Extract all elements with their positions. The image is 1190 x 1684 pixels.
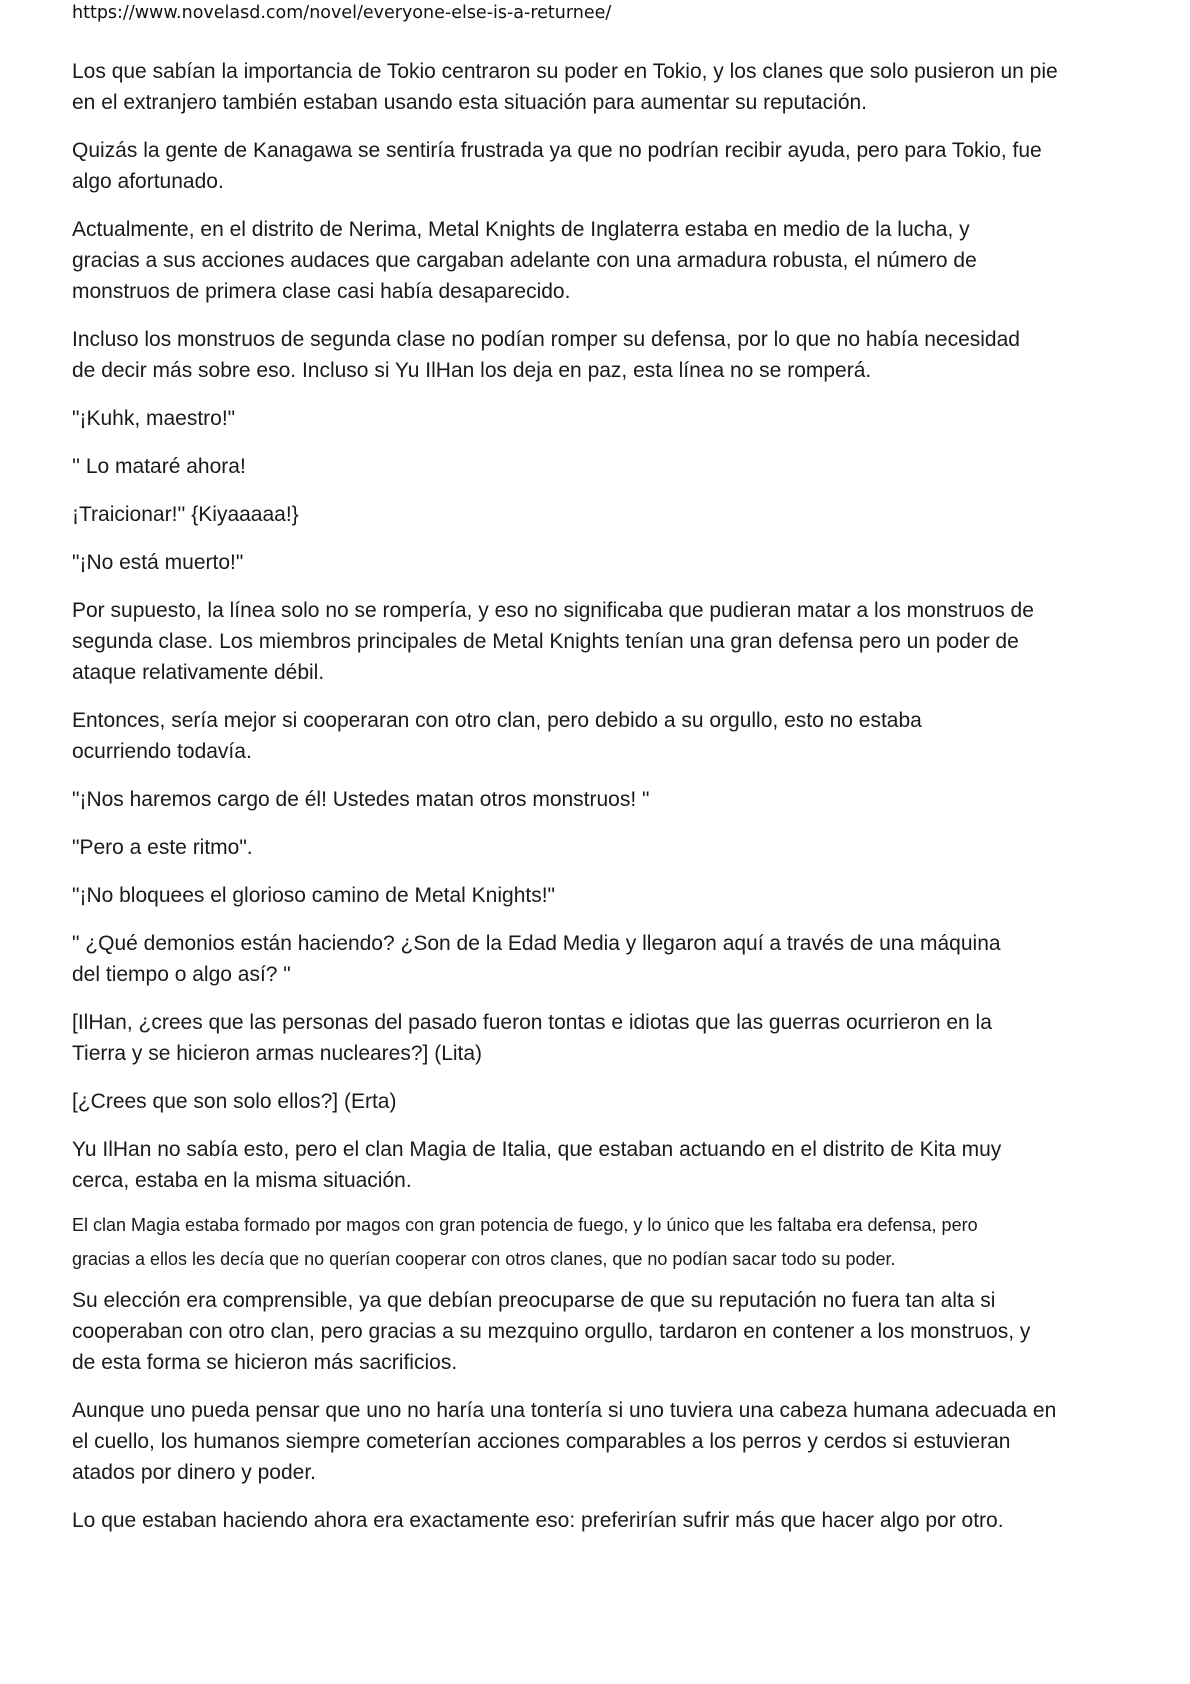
paragraph-line: "¡No bloquees el glorioso camino de Metal Knights!" bbox=[72, 884, 555, 907]
paragraph bbox=[72, 1134, 1132, 1196]
paragraph-line: cerca, estaba en la misma situación. bbox=[72, 1169, 412, 1192]
paragraph bbox=[72, 1505, 1132, 1536]
paragraph bbox=[72, 705, 1132, 767]
paragraph-line: Tierra y se hicieron armas nucleares?] (Lita) bbox=[72, 1042, 483, 1065]
paragraph-line: gracias a sus acciones audaces que cargaban adelante con una armadura robusta, el número de bbox=[72, 249, 977, 272]
paragraph-line: ataque relativamente débil. bbox=[72, 661, 325, 684]
dialogue-line bbox=[72, 1086, 1132, 1117]
dialogue-line bbox=[72, 832, 1132, 863]
paragraph-line: en el extranjero también estaban usando esta situación para aumentar su reputación. bbox=[72, 91, 868, 114]
paragraph-line: Aunque uno pueda pensar que uno no haría una tontería si uno tuviera una cabeza humana adecuada en bbox=[72, 1399, 1057, 1422]
article-body bbox=[72, 56, 1132, 1536]
paragraph-line: "¡No está muerto!" bbox=[72, 551, 244, 574]
paragraph-line: "Pero a este ritmo". bbox=[72, 836, 253, 859]
paragraph bbox=[72, 214, 1132, 307]
paragraph-line: ocurriendo todavía. bbox=[72, 740, 252, 763]
paragraph-line: Entonces, sería mejor si cooperaran con otro clan, pero debido a su orgullo, esto no estaba bbox=[72, 709, 922, 732]
paragraph-line: Quizás la gente de Kanagawa se sentiría frustrada ya que no podrían recibir ayuda, pero para Tokio, fue bbox=[72, 139, 1042, 162]
paragraph bbox=[72, 1208, 1132, 1276]
paragraph-line: de esta forma se hicieron más sacrificios. bbox=[72, 1351, 458, 1374]
paragraph-line: cooperaban con otro clan, pero gracias a su mezquino orgullo, tardaron en contener a los monstruos, y bbox=[72, 1320, 1031, 1343]
paragraph-line: '' Lo mataré ahora! bbox=[72, 455, 246, 478]
paragraph-line: ¡Traicionar!'' {Kiyaaaaa!} bbox=[72, 503, 299, 526]
paragraph-line: "¡Kuhk, maestro!" bbox=[72, 407, 236, 430]
paragraph-line: del tiempo o algo así? " bbox=[72, 963, 291, 986]
paragraph bbox=[72, 56, 1132, 118]
paragraph bbox=[72, 1395, 1132, 1488]
dialogue-line bbox=[72, 1007, 1132, 1069]
dialogue-line bbox=[72, 451, 1132, 482]
dialogue-line bbox=[72, 880, 1132, 911]
paragraph-line: gracias a ellos les decía que no querían cooperar con otros clanes, que no podían sacar todo su poder. bbox=[72, 1249, 896, 1269]
paragraph-line: [IlHan, ¿crees que las personas del pasado fueron tontas e idiotas que las guerras ocurrieron en la bbox=[72, 1011, 992, 1034]
paragraph-line: Actualmente, en el distrito de Nerima, Metal Knights de Inglaterra estaba en medio de la lucha, y bbox=[72, 218, 970, 241]
dialogue-line bbox=[72, 547, 1132, 578]
paragraph bbox=[72, 324, 1132, 386]
paragraph-line: [¿Crees que son solo ellos?] (Erta) bbox=[72, 1090, 397, 1113]
page-url: https://www.novelasd.com/novel/everyone-else-is-a-returnee/ bbox=[72, 3, 612, 23]
paragraph-line: Yu IlHan no sabía esto, pero el clan Magia de Italia, que estaban actuando en el distrito de Kita muy bbox=[72, 1138, 1002, 1161]
paragraph bbox=[72, 1285, 1132, 1378]
paragraph bbox=[72, 135, 1132, 197]
paragraph-line: algo afortunado. bbox=[72, 170, 224, 193]
paragraph-line: el cuello, los humanos siempre cometerían acciones comparables a los perros y cerdos si estuvieran bbox=[72, 1430, 1011, 1453]
dialogue-line bbox=[72, 928, 1132, 990]
paragraph bbox=[72, 595, 1132, 688]
paragraph-line: Por supuesto, la línea solo no se rompería, y eso no significaba que pudieran matar a los monstruos de bbox=[72, 599, 1034, 622]
paragraph-line: El clan Magia estaba formado por magos con gran potencia de fuego, y lo único que les faltaba era defensa, pero bbox=[72, 1215, 978, 1235]
paragraph-line: Lo que estaban haciendo ahora era exactamente eso: preferirían sufrir más que hacer algo por otro. bbox=[72, 1509, 1004, 1532]
dialogue-line bbox=[72, 499, 1132, 530]
paragraph-line: "¡Nos haremos cargo de él! Ustedes matan otros monstruos! " bbox=[72, 788, 650, 811]
paragraph-line: Su elección era comprensible, ya que debían preocuparse de que su reputación no fuera tan alta si bbox=[72, 1289, 996, 1312]
paragraph-line: monstruos de primera clase casi había desaparecido. bbox=[72, 280, 571, 303]
dialogue-line bbox=[72, 784, 1132, 815]
paragraph-line: Incluso los monstruos de segunda clase no podían romper su defensa, por lo que no había necesidad bbox=[72, 328, 1020, 351]
paragraph-line: " ¿Qué demonios están haciendo? ¿Son de la Edad Media y llegaron aquí a través de una máquina bbox=[72, 932, 1001, 955]
dialogue-line bbox=[72, 403, 1132, 434]
paragraph-line: atados por dinero y poder. bbox=[72, 1461, 317, 1484]
paragraph-line: de decir más sobre eso. Incluso si Yu IlHan los deja en paz, esta línea no se romperá. bbox=[72, 359, 872, 382]
paragraph-line: Los que sabían la importancia de Tokio centraron su poder en Tokio, y los clanes que solo pusieron un pie bbox=[72, 60, 1058, 83]
paragraph-line: segunda clase. Los miembros principales de Metal Knights tenían una gran defensa pero un poder de bbox=[72, 630, 1019, 653]
